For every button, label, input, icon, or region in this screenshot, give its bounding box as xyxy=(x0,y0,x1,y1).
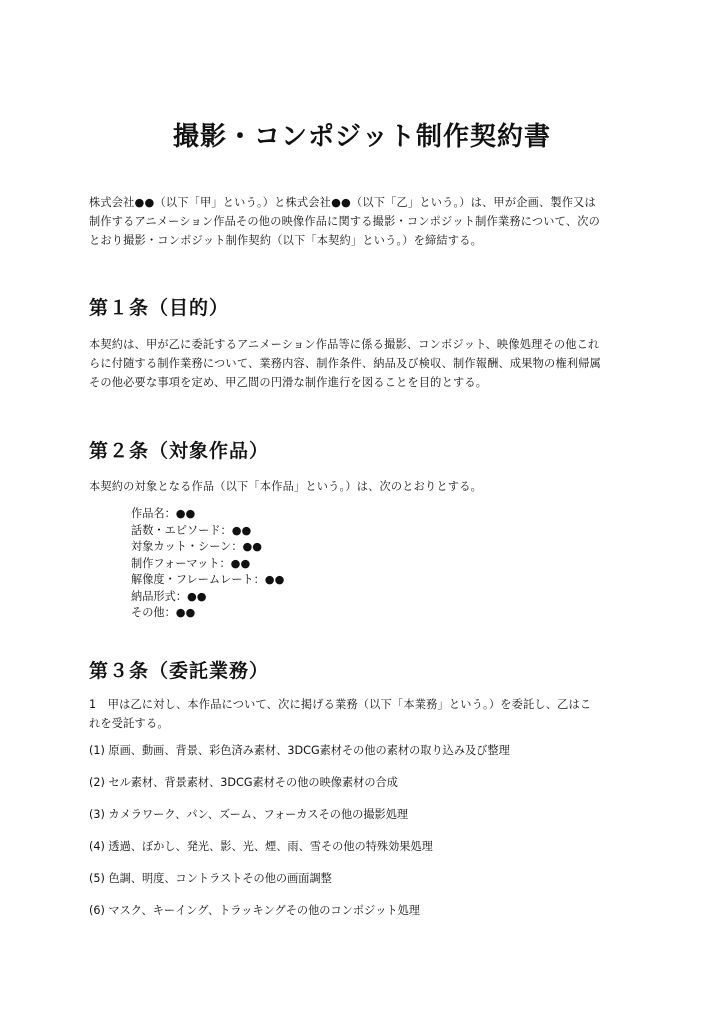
article-3-line: 1 甲は乙に対し、本作品について、次に掲げる業務（以下「本業務」という。）を委託し、乙はこ xyxy=(89,698,592,711)
article-1-line: その他必要な事項を定め、甲乙間の円滑な制作進行を図ることを目的とする。 xyxy=(89,376,488,389)
task-item: (6) マスク、キーイング、トラッキングその他のコンポジット処理 xyxy=(89,904,420,917)
task-item: (1) 原画、動画、背景、彩色済み素材、3DCG素材その他の素材の取り込み及び整理 xyxy=(89,744,510,757)
list-item: 作品名：●● xyxy=(131,507,196,520)
article-3-body xyxy=(89,695,637,733)
task-item: (2) セル素材、背景素材、3DCG素材その他の映像素材の合成 xyxy=(89,776,398,789)
preamble-paragraph xyxy=(89,193,637,250)
article-3-heading: 第３条（委託業務） xyxy=(89,660,270,682)
task-item: (5) 色調、明度、コントラストその他の画面調整 xyxy=(89,872,332,885)
task-item: (4) 透過、ぼかし、発光、影、光、煙、雨、雪その他の特殊効果処理 xyxy=(89,840,433,853)
article-3-line: れを受託する。 xyxy=(89,717,169,730)
preamble-line: 株式会社●●（以下「甲」という。）と株式会社●●（以下「乙」という。）は、甲が企画、製作又は xyxy=(89,196,596,209)
list-item: 制作フォーマット：●● xyxy=(131,556,251,570)
task-item: (3) カメラワーク、パン、ズーム、フォーカスその他の撮影処理 xyxy=(89,808,409,821)
article-1-line: 本契約は、甲が乙に委託するアニメーション作品等に係る撮影、コンポジット、映像処理その他これ xyxy=(89,338,600,351)
article-1-heading: 第１条（目的） xyxy=(89,297,230,319)
list-item: 納品形式：●● xyxy=(131,589,207,603)
article-2-body: 本契約の対象となる作品（以下「本作品」という。）は、次のとおりとする。 xyxy=(89,480,482,493)
document-title: 撮影・コンポジット制作契約書 xyxy=(172,122,551,152)
article-1-line: らに付随する制作業務について、業務内容、制作条件、納品及び検収、制作報酬、成果物の権利帰属 xyxy=(89,357,601,370)
list-item: その他：●● xyxy=(131,606,196,619)
list-item: 対象カット・シーン：●● xyxy=(131,540,263,553)
preamble-line: とおり撮影・コンポジット制作契約（以下「本契約」という。）を締結する。 xyxy=(89,234,482,247)
article-1-body xyxy=(89,335,637,392)
preamble-line: 制作するアニメーション作品その他の映像作品に関する撮影・コンポジット制作業務について、次の xyxy=(89,215,600,228)
list-item: 解像度・フレームレート：●● xyxy=(131,573,285,586)
article-2-heading: 第２条（対象作品） xyxy=(89,440,270,462)
target-work-list xyxy=(131,506,284,622)
list-item: 話数・エピソード：●● xyxy=(131,523,252,537)
